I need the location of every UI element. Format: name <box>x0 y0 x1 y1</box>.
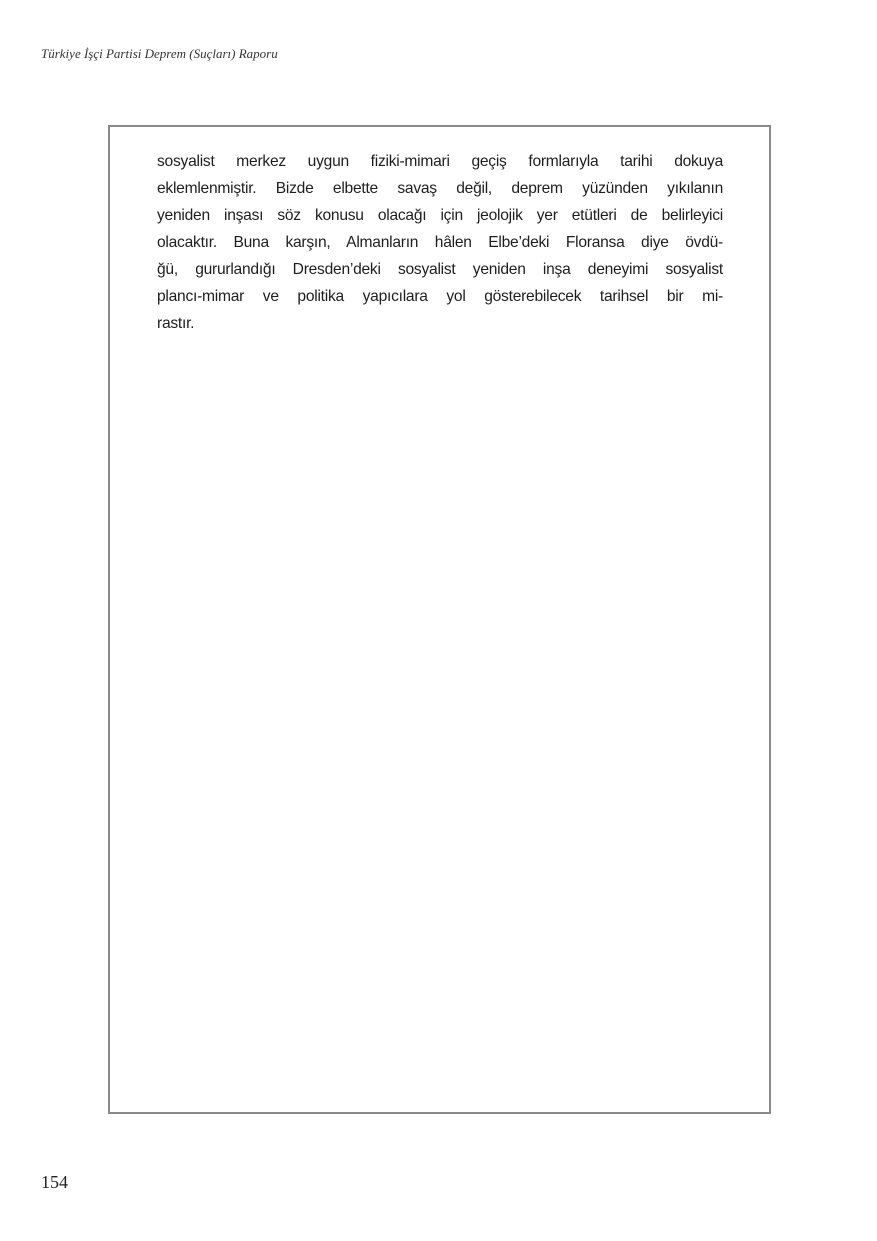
paragraph-line: ğü, gururlandığı Dresden’deki sosyalist yeniden inşa deneyimi sosyalist <box>157 261 723 278</box>
running-header-title: Türkiye İşçi Partisi Deprem (Suçları) Raporu <box>41 46 278 61</box>
page-number: 154 <box>41 1172 68 1192</box>
paragraph-line: olacaktır. Buna karşın, Almanların hâlen Elbe’deki Floransa diye övdü- <box>157 234 723 251</box>
paragraph-line: rastır. <box>157 315 195 332</box>
body-paragraph <box>157 148 723 337</box>
paragraph-line: sosyalist merkez uygun fiziki-mimari geçiş formlarıyla tarihi dokuya <box>157 153 723 170</box>
paragraph-line: plancı-mimar ve politika yapıcılara yol gösterebilecek tarihsel bir mi- <box>157 288 723 305</box>
paragraph-line: yeniden inşası söz konusu olacağı için jeolojik yer etütleri de belirleyici <box>157 207 723 224</box>
paragraph-line: eklemlenmiştir. Bizde elbette savaş değil, deprem yüzünden yıkılanın <box>157 180 723 197</box>
